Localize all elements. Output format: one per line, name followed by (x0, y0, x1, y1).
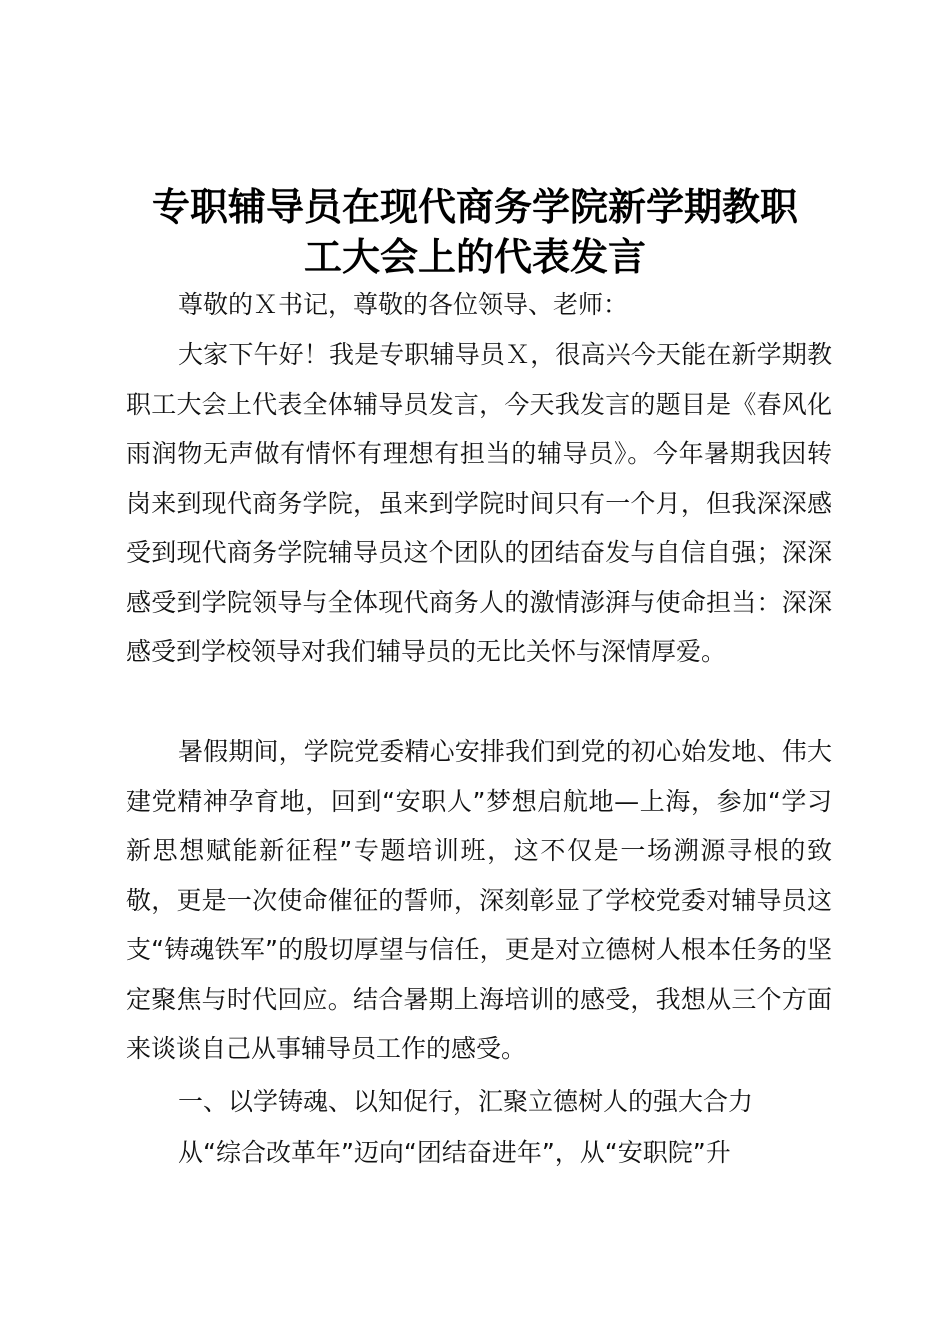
document-title-line-2: 工大会上的代表发言 (303, 235, 646, 279)
paragraph-1: 大家下午好！我是专职辅导员Ｘ，很高兴今天能在新学期教职工大会上代表全体辅导员发言，今天我发言的题目是《春风化雨润物无声做有情怀有理想有担当的辅导员》。今年暑期我因转岗来到现代商务学院，虽来到学院时间只有一个月，但我深深感受到现代商务学院辅导员这个团队的团结奋发与自信自强；深深感受到学院领导与全体现代商务人的激情澎湃与使命担当：深深感受到学校领导对我们辅导员的无比关怀与深情厚爱。 (126, 340, 832, 666)
paragraph-3: 从“综合改革年”迈向“团结奋进年”，从“安职院”升 (178, 1138, 731, 1167)
paragraph-2: 暑假期间，学院党委精心安排我们到党的初心始发地、伟大建党精神孕育地，回到“安职人”梦想启航地—上海，参加“学习新思想赋能新征程”专题培训班，这不仅是一场溯源寻根的致敬，更是一次使命催征的誓师，深刻彰显了学校党委对辅导员这支“铸魂铁军”的殷切厚望与信任，更是对立德树人根本任务的坚定聚焦与时代回应。结合暑期上海培训的感受，我想从三个方面来谈谈自己从事辅导员工作的感受。 (126, 737, 832, 1063)
section-heading-1: 一、以学铸魂、以知促行，汇聚立德树人的强大合力 (178, 1087, 754, 1116)
salutation: 尊敬的Ｘ书记，尊敬的各位领导、老师： (178, 290, 629, 319)
document-title-line-1: 专职辅导员在现代商务学院新学期教职 (151, 185, 798, 229)
